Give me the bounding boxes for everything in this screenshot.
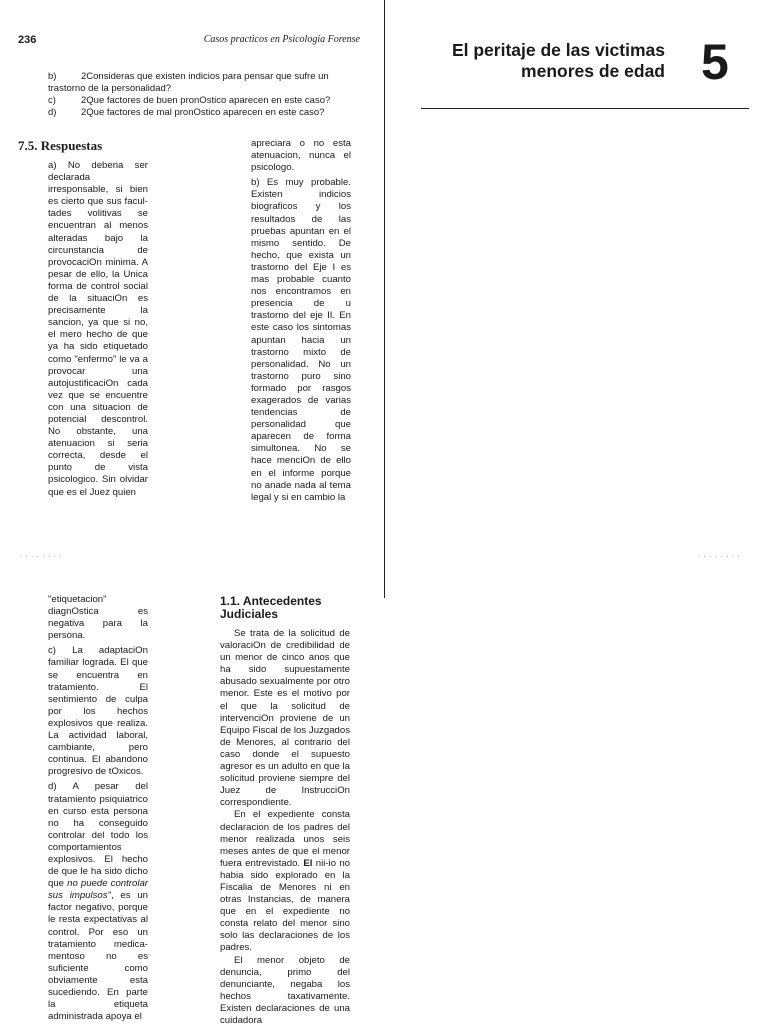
chapter-title	[452, 40, 665, 82]
footer-mark-left: · · · · · · · ·	[20, 554, 63, 560]
answer-b-paragraph: b) Es muy probable. Existen indicios biograficos y los resultados de las pruebas apuntan en el mismo sentido. De hecho, que exista un trastorno del Eje I es mas probable cuanto nos encontramos en presencia de u trastorno del eje II. En este caso los sintomas apuntan hacia un trastorno mixto de personalidad. No un trastorno puro sino formado por rasgos exagerados de varias tendencias de personalidad que aparecen de forma simultonea. No se hace menciOn de ello en el informe porque no anade nada al tema legal y si en cambio la	[251, 177, 351, 503]
question-b: b) 2Consideras que existen indicios para pensar que sufre un	[48, 71, 329, 82]
chapter-title-line-2: menores de edad	[521, 61, 665, 81]
answers-column-2	[251, 138, 351, 530]
answer-a-continued: apreciara o no esta atenuacion, nunca el psicologo.	[251, 138, 351, 174]
question-c: c) 2Que factores de buen pronOstico aparecen en este caso?	[48, 95, 331, 106]
chapter-title-line-1: El peritaje de las victimas	[451, 40, 665, 60]
antecedentes-paragraph-2: En el expediente consta declaracion de los padres del menor realizada unos seis meses antes de que el menor fuera entrevistado. El nii-io no habia sido explorado en la Fiscalia de Menores ni en otras Instancias, de manera que en el expediente no consta relato del menor sino solo las declaraciones de los padres.	[220, 809, 350, 954]
footer-mark-right: · · · · · · · ·	[698, 554, 741, 560]
page-divider	[384, 0, 385, 598]
question-b-continued: trastorno de la personalidad?	[48, 83, 172, 94]
antecedentes-paragraph-3: El menor objeto de denuncia, primo del denunciante, negaba los hechos taxativamente. Existen declaraciones de una cuidadora	[220, 954, 350, 1024]
chapter-number: 5	[701, 34, 729, 90]
antecedentes-column	[220, 628, 350, 1024]
subsection-title: 1.1. Antecedentes Judiciales	[220, 594, 322, 621]
running-head: Casos practicos en Psicologia Forense	[203, 34, 360, 45]
answer-c-paragraph: c) La adaptaciOn familiar lograda. El que se encuentra en tratamiento. El sentimiento de culpa por los hechos explosivos que realiza. La actividad laboral, cambiante, pero continua. El abandono progresivo de tOxicos.	[48, 645, 148, 778]
question-list	[48, 71, 368, 119]
answer-a-paragraph: a) No deberia ser declarada irresponsable, si bien es cierto que sus facul-tades volitivas se encuentran al menos alteradas bajo la circunstancia de provocaciOn minima. A pesar de ello, la Unica forma de control social de la situaciOn es precisamente la sancion, ya que si no, el mero hecho de que ya ha sido etiquetado como "enfermo" le va a provocar una autojustificaciOn cada vez que se encuentre con una situacion de potencial descontrol. No obstante, una atenuacion si seria correcta, desde el punto de vista psicologico. Sin olvidar que es el Juez quien	[48, 160, 148, 498]
answer-d-paragraph: d) A pesar del tratamiento psiquiatrico en curso esta persona no ha conseguido controlar del todo los comportamientos explosivos. El hecho de que le ha sido dicho que no puede controlar sus impulsos", es un factor negativo, porque le resta expectativas al control. Por eso un tratamiento medica-mentoso no es suficiente como obviamente esta sucediendo. En parte la etiqueta administrada apoya el	[48, 781, 148, 1023]
question-d: d) 2Que factores de mal pronOstico aparecen en este caso?	[48, 107, 325, 118]
antecedentes-paragraph-1: Se trata de la solicitud de valoraciOn de credibilidad de un menor de cinco anos que ha sido supuestamente abusado sexualmente por otro menor. Este es el motivo por el que la solicitud de intervenciOn proviene de un Equipo Fiscal de los Juzgados de Menores, al contrario del caso donde el supuesto agresor es un adulto en que la solicitud proviene siempre del Juez de InstrucciOn correspondiente.	[220, 628, 350, 809]
etiquetacion-paragraph: "etiquetacion" diagnOstica es negativa para la persona.	[48, 594, 148, 642]
page-number: 236	[18, 34, 37, 46]
answers-column-3	[48, 594, 148, 1024]
chapter-rule	[421, 108, 749, 109]
answers-column-1	[48, 160, 148, 556]
section-title: 7.5. Respuestas	[18, 138, 103, 153]
